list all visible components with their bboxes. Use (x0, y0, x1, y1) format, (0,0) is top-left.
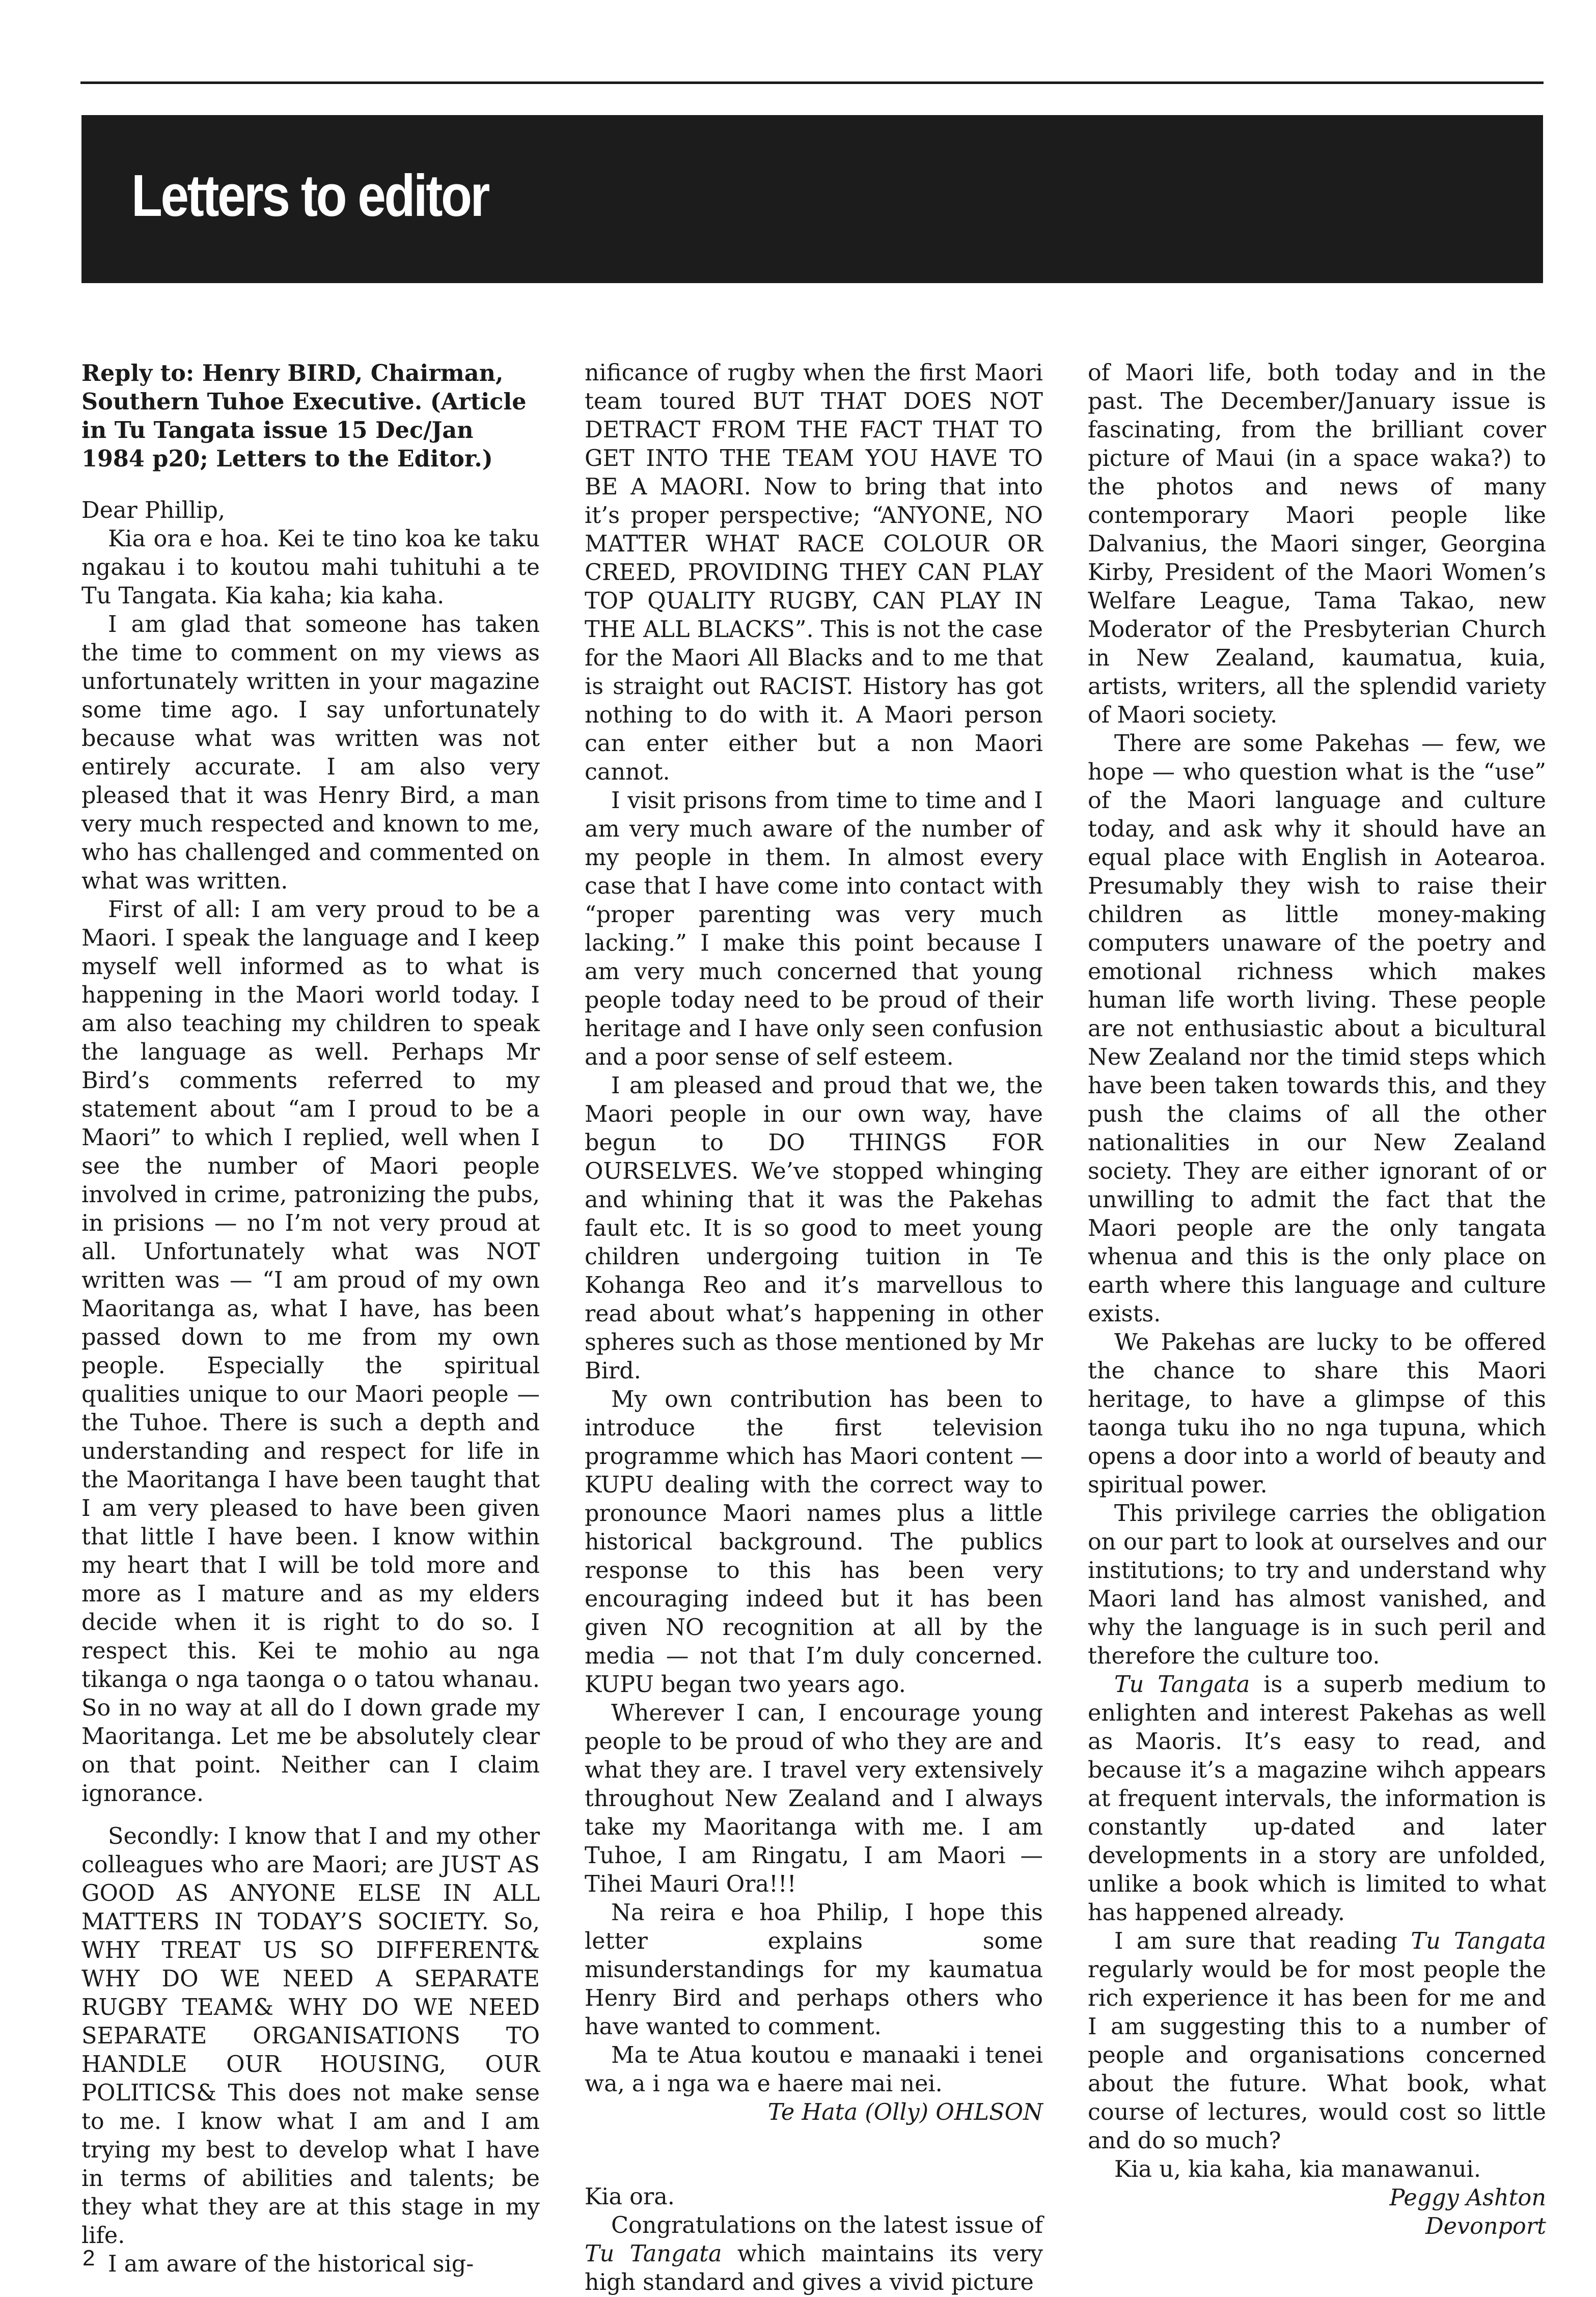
column-1 (81, 359, 540, 2279)
letter1-paragraph: I am pleased and proud that we, the Maori people in our own way, have begun to DO THINGS FOR OURSELVES. We’ve stopped whinging and whining that it was the Pakehas fault etc. It is so good to meet young children undergoing tuition in Te Kohanga Reo and it’s marvellous to read about what’s happening in other spheres such as those mentioned by Mr Bird. (585, 1073, 1043, 1384)
letter2-text: regularly would be for most people the rich experience it has been for me and I am suggesting this to a number of people and organisations concerned about the future. What book, what course of lectures, would cost so little and do so much? (1088, 1957, 1546, 2154)
letter1-paragraph: Ma te Atua koutou e manaaki i tenei wa, a i nga wa e haere mai nei. (585, 2042, 1043, 2097)
letter2-paragraph (1088, 1927, 1546, 2155)
top-rule (80, 81, 1544, 84)
letter1-signature: Te Hata (Olly) OHLSON (767, 2099, 1043, 2125)
column-3 (1088, 359, 1546, 2241)
letter2-paragraph: We Pakehas are lucky to be offered the chance to share this Maori heritage, to have a glimpse of this taonga tuku iho no nga tupuna, which opens a door into a world of beauty and spiritual power. (1088, 1330, 1546, 1498)
letter2-text: Congratulations on the latest issue of (611, 2212, 1043, 2238)
letter1-paragraph: Wherever I can, I encourage young people to be proud of who they are and what they are. I travel very extensively throughout New Zealand and I always take my Maoritanga with me. I am Tuhoe, I am Ringatu, I am Maori — Tihei Mauri Ora!!! (585, 1700, 1043, 1897)
letter2-paragraph (1088, 1671, 1546, 1927)
section-title: Letters to editor (131, 162, 488, 229)
magazine-name: Tu Tangata (1114, 1672, 1250, 1698)
letter2-paragraph (585, 2211, 1043, 2297)
letter2-paragraph: There are some Pakehas — few, we hope — who question what is the “use” of the Maori language and culture today, and ask why it should have an equal place with English in Aotearoa. Presumably they wish to raise their children as little money-making computers unaware of the poetry and emotional richness which makes human life worth living. These people are not enthusiastic about a bicultural New Zealand nor the timid steps which have been taken towards this, and they push the claims of all the other nationalities in our New Zealand society. They are either ignorant of or unwilling to admit the fact that the Maori people are the only tangata whenua and this is the only place on earth where this language and culture exists. (1088, 731, 1546, 1327)
letter1-paragraph: I am aware of the historical sig- (108, 2251, 474, 2277)
letter2-signature-place: Devonport (1425, 2213, 1546, 2239)
letter1-paragraph: nificance of rugby when the first Maori team toured BUT THAT DOES NOT DETRACT FROM THE FACT THAT TO GET INTO THE TEAM YOU HAVE TO BE A MAORI. Now to bring that into it’s proper perspective; “ANYONE, NO MATTER WHAT RACE COLOUR OR CREED, PROVIDING THEY CAN PLAY TOP QUALITY RUGBY, CAN PLAY IN THE ALL BLACKS”. This is not the case for the Maori All Blacks and to me that is straight out RACIST. History has got nothing to do with it. A Maori person can enter either but a non Maori cannot. (585, 360, 1043, 785)
letter2-paragraph: This privilege carries the obligation on our part to look at ourselves and our institutions; to try and understand why Maori land has almost vanished, and why the language is in such peril and therefore the culture too. (1088, 1501, 1546, 1669)
letter1-paragraph: Na reira e hoa Philip, I hope this letter explains some misunderstandings for my kaumatua Henry Bird and perhaps others who have wanted to comment. (585, 1900, 1043, 2040)
letter2-text: which maintains its very high standard and gives a vivid picture (585, 2241, 1043, 2295)
column-2 (585, 359, 1043, 2297)
letter1-paragraph: Secondly: I know that I and my other colleagues who are Maori; are JUST AS GOOD AS ANYONE ELSE IN ALL MATTERS IN TODAY’S SOCIETY. So, WHY TREAT US SO DIFFERENT& WHY DO WE NEED A SEPARATE RUGBY TEAM& WHY DO WE NEED SEPARATE ORGANISATIONS TO HANDLE OUR HOUSING, OUR POLITICS& This does not make sense to me. I know what I am and I am trying my best to develop what I have in terms of abilities and talents; be they what they are at this stage in my life. (81, 1823, 540, 2249)
letter2-text: is a superb medium to enlighten and interest Pakehas as well as Maoris. It’s easy to read, and because it’s a magazine wihch appears at frequent intervals, the information is constantly up-dated and later developments in a story are unfolded, unlike a book which is limited to what has happened already. (1088, 1672, 1546, 1926)
letter1-paragraph: First of all: I am very proud to be a Maori. I speak the language and I keep myself well informed as to what is happening in the Maori world today. I am also teaching my children to speak the language as well. Perhaps Mr Bird’s comments referred to my statement about “am I proud to be a Maori” to which I replied, well when I see the number of Maori people involved in crime, patronizing the pubs, in prisions — no I’m not very proud at all. Unfortunately what was NOT written was — “I am proud of my own Maoritanga as, what I have, has been passed down to me from my own people. Especially the spiritual qualities unique to our Maori people — the Tuhoe. There is such a depth and understanding and respect for life in the Maoritanga I have been taught that I am very pleased to have been given that little I have been. I know within my heart that I will be told more and more as I mature and as my elders decide when it is right to do so. I respect this. Kei te mohio au nga tikanga o nga taonga o o tatou whanau. So in no way at all do I down grade my Maoritanga. Let me be absolutely clear on that point. Neither can I claim ignorance. (81, 897, 540, 1807)
magazine-name: Tu Tangata (585, 2241, 722, 2267)
letter1-salutation: Dear Phillip, (81, 497, 226, 523)
letter2-signature-name: Peggy Ashton (1389, 2185, 1546, 2211)
magazine-name: Tu Tangata (1411, 1928, 1546, 1954)
letter2-salutation: Kia ora. (585, 2184, 675, 2210)
section-banner (81, 115, 1543, 283)
letter1-paragraph: I visit prisons from time to time and I am very much aware of the number of my people in them. In almost every case that I have come into contact with “proper parenting was very much lacking.” I make this point because I am very much concerned that young people today need to be proud of their heritage and I have only seen confusion and a poor sense of self esteem. (585, 788, 1043, 1070)
letter2-paragraph: of Maori life, both today and in the past. The December/January issue is fascinating, from the brilliant cover picture of Maui (in a space waka?) to the photos and news of many contemporary Maori people like Dalvanius, the Maori singer, Georgina Kirby, President of the Maori Women’s Welfare League, Tama Takao, new Moderator of the Presbyterian Church in New Zealand, kaumatua, kuia, artists, writers, all the splendid variety of Maori society. (1088, 360, 1546, 728)
letter1-heading: Reply to: Henry BIRD, Chairman, Southern Tuhoe Executive. (Article in Tu Tangata issue 15 Dec/Jan 1984 p20; Letters to the Editor.) (81, 360, 527, 472)
page-number: 2 (82, 2246, 95, 2271)
letter2-text: I am sure that reading (1114, 1928, 1411, 1954)
letter2-closing: Kia u, kia kaha, kia manawanui. (1114, 2156, 1481, 2182)
letter1-paragraph: My own contribution has been to introduce the first television programme which has Maori content — KUPU dealing with the correct way to pronounce Maori names plus a little historical background. The publics response to this has been very encouraging indeed but it has been given NO recognition at all by the media — not that I’m duly concerned. KUPU began two years ago. (585, 1387, 1043, 1698)
letter1-paragraph: I am glad that someone has taken the time to comment on my views as unfortunately written in your magazine some time ago. I say unfortunately because what was written was not entirely accurate. I am also very pleased that it was Henry Bird, a man very much respected and known to me, who has challenged and commented on what was written. (81, 612, 540, 894)
letter1-paragraph: Kia ora e hoa. Kei te tino koa ke taku ngakau i to koutou mahi tuhituhi a te Tu Tangata. Kia kaha; kia kaha. (81, 526, 540, 609)
